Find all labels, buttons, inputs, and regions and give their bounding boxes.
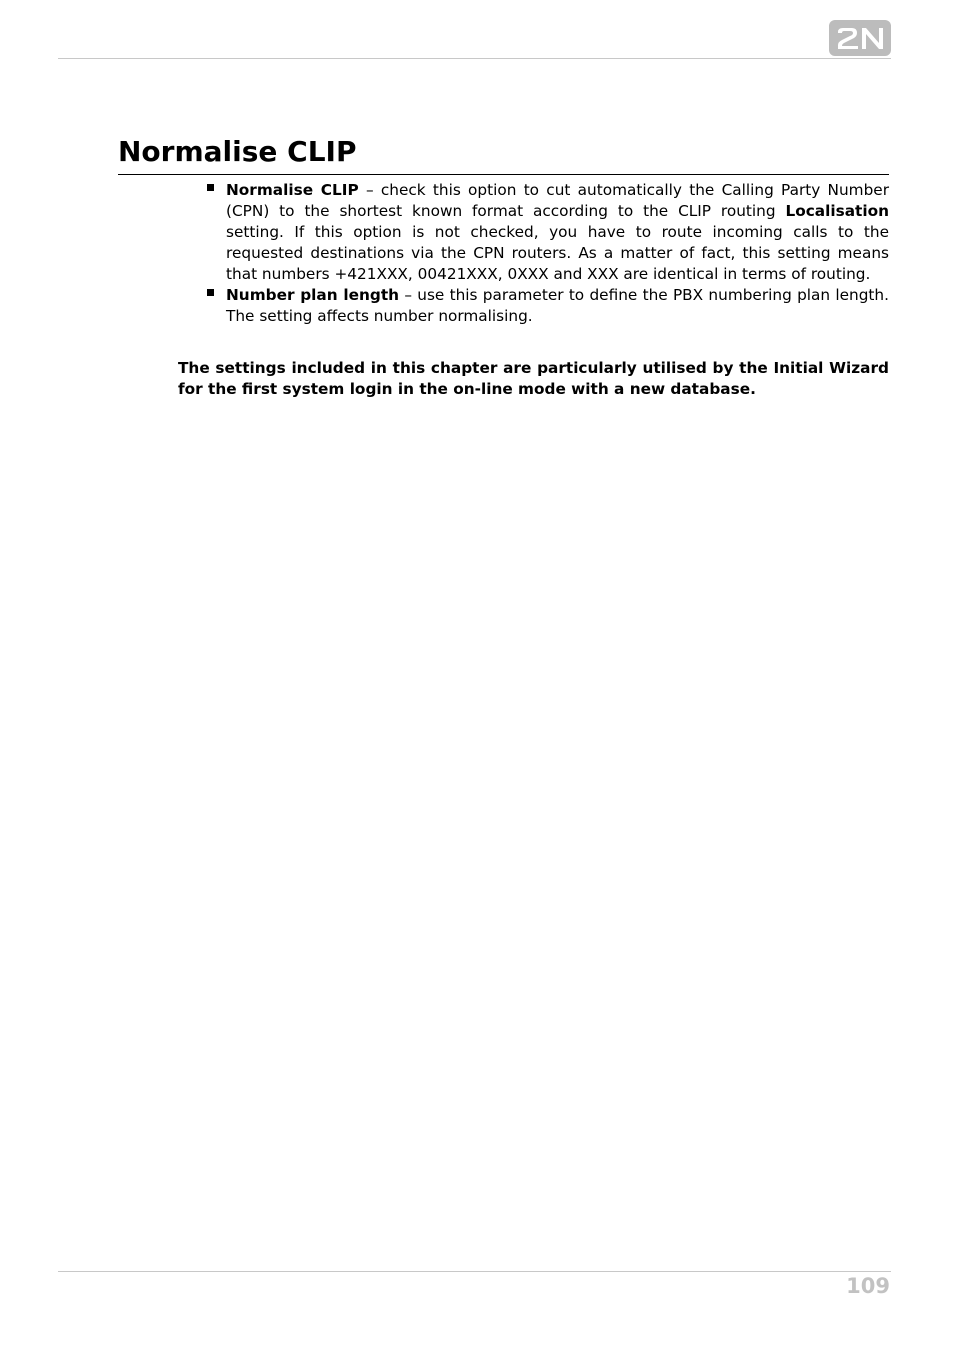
description-part: – use this parameter to define the PBX numbering plan length. The setting affects number normalising. — [226, 286, 889, 325]
square-bullet-icon — [207, 184, 214, 191]
page-number: 109 — [846, 1274, 890, 1298]
footer-divider — [58, 1271, 891, 1272]
2n-logo — [829, 20, 891, 56]
square-bullet-icon — [207, 289, 214, 296]
title-underline — [118, 174, 889, 175]
header-divider — [58, 58, 891, 59]
term-localisation: Localisation — [785, 202, 889, 220]
list-item-normalise-clip — [206, 180, 889, 285]
term-number-plan-length: Number plan length — [226, 286, 400, 304]
description-part: setting. If this option is not checked, you have to route incoming calls to the requested destinations via the CPN routers. As a matter of fact, this setting means that numbers +421XXX, 00421XXX, 0XXX and XXX are identical in terms of routing. — [226, 223, 889, 283]
list-item-number-plan-length — [206, 285, 889, 327]
page-title: Normalise CLIP — [118, 135, 357, 168]
description-part: – check this option to cut automatically the Calling Party Number (CPN) to the shortest known format according to the CLIP routing — [226, 181, 889, 220]
option-list — [206, 180, 889, 327]
wizard-note: The settings included in this chapter are particularly utilised by the Initial Wizard for the first system login in the on-line mode with a new database. — [178, 359, 889, 398]
term-normalise-clip: Normalise CLIP — [226, 181, 359, 199]
